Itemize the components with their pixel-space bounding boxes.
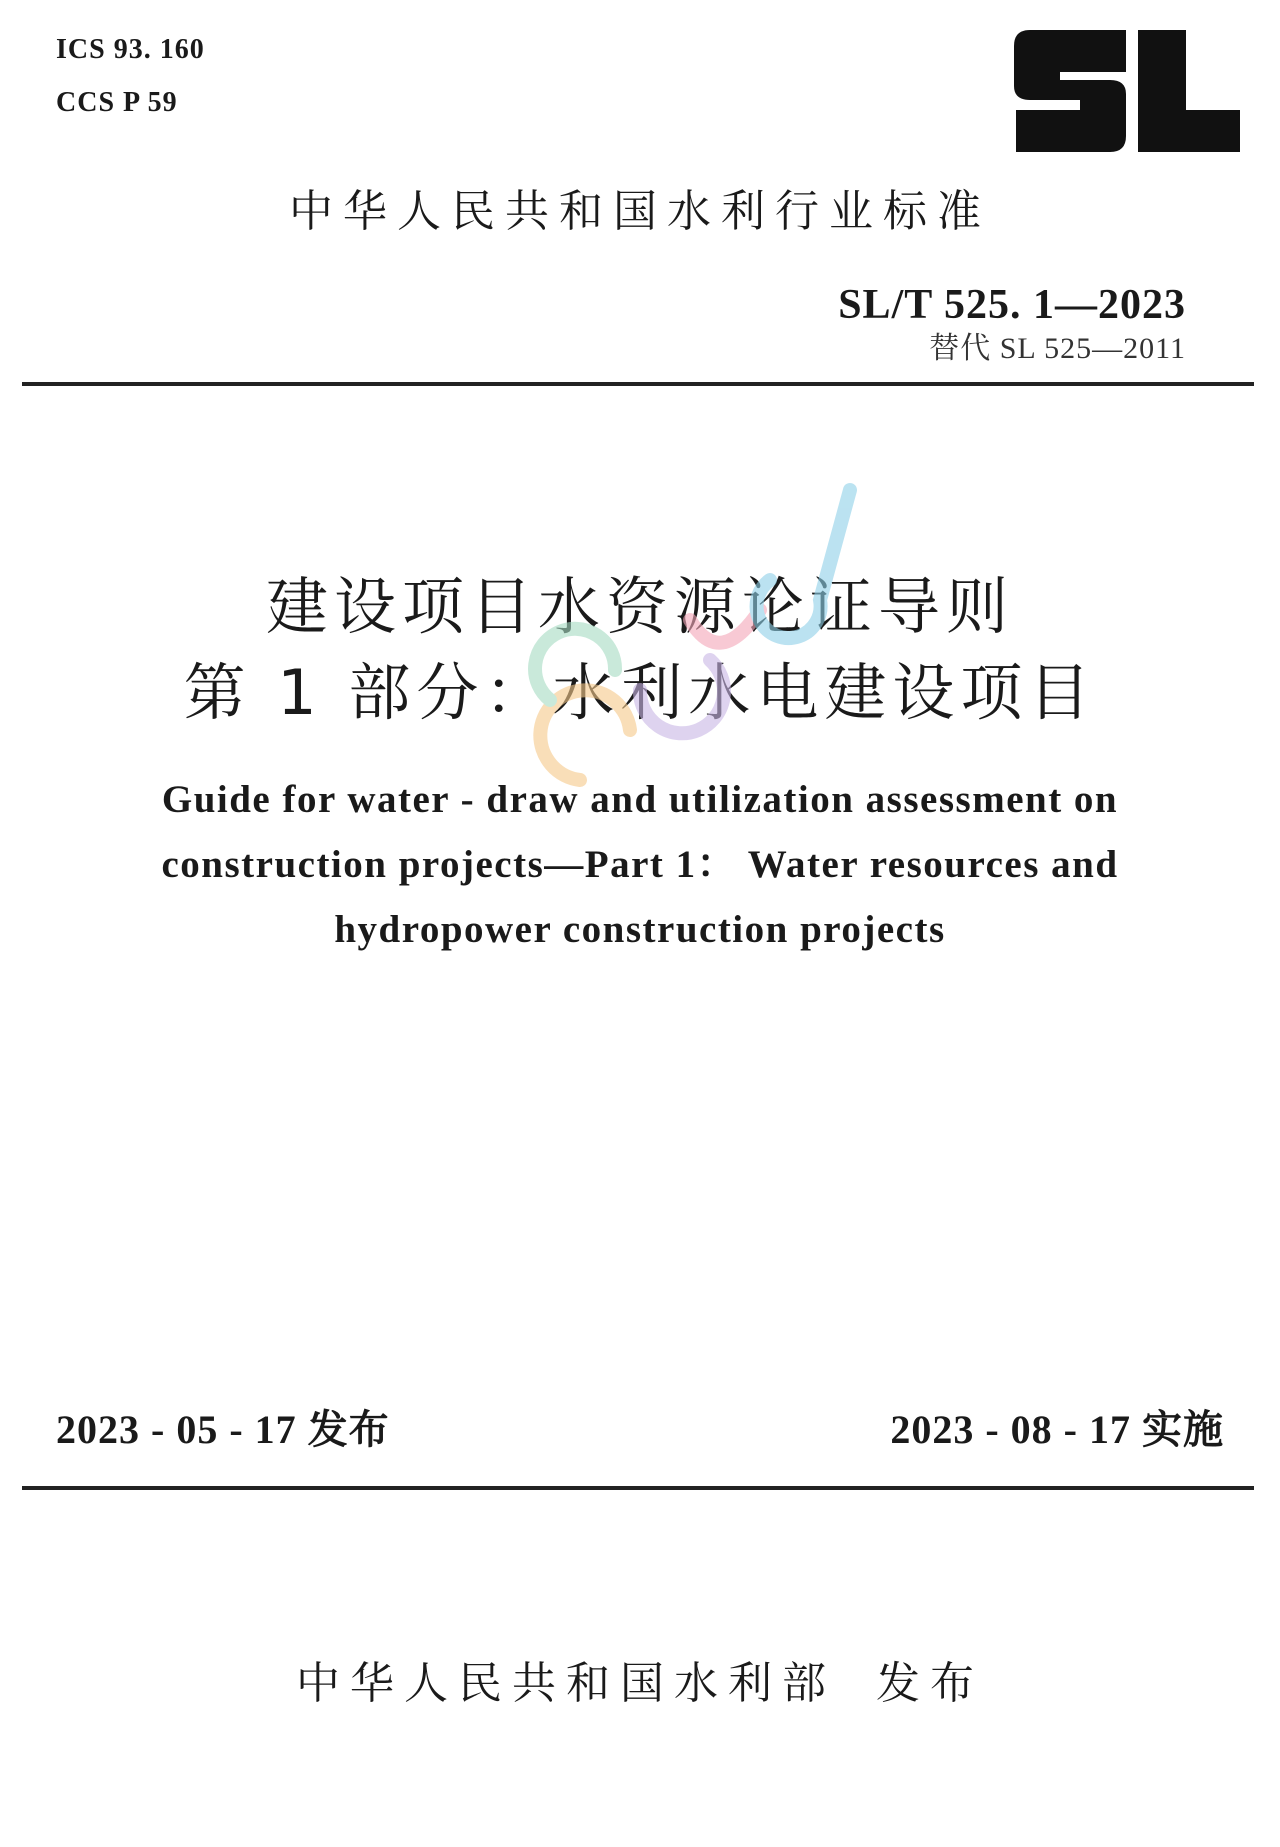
standard-number: SL/T 525. 1—2023 xyxy=(838,282,1186,328)
replaces-standard: 替代 SL 525—2011 xyxy=(929,332,1186,365)
title-english-line-3: hydropower construction projects xyxy=(334,908,946,951)
issue-date: 2023 - 05 - 17 发布 xyxy=(56,1407,390,1452)
title-english-line-1: Guide for water - draw and utilization assessment on xyxy=(161,778,1119,821)
issuer-line xyxy=(0,1658,1280,1709)
sl-logo-letter-l xyxy=(1138,30,1240,152)
sl-logo xyxy=(1014,30,1240,152)
industry-standard-heading: 中华人民共和国水利行业标准 xyxy=(289,186,991,237)
issuer-name: 中华人民共和国水利部 xyxy=(296,1658,836,1709)
top-divider xyxy=(22,382,1254,386)
title-english-line-2: construction projects—Part 1： Water resources and xyxy=(161,843,1119,886)
ics-code: ICS 93. 160 xyxy=(56,34,205,65)
title-chinese-line-1: 建设项目水资源论证导则 xyxy=(265,570,1014,643)
title-chinese-line-2: 第 1 部分：水利水电建设项目 xyxy=(183,656,1097,729)
implementation-date: 2023 - 08 - 17 实施 xyxy=(890,1407,1224,1452)
bottom-divider xyxy=(22,1486,1254,1490)
ccs-code: CCS P 59 xyxy=(56,87,178,118)
issuer-action: 发布 xyxy=(876,1658,984,1709)
sl-logo-letter-s xyxy=(1014,30,1126,152)
